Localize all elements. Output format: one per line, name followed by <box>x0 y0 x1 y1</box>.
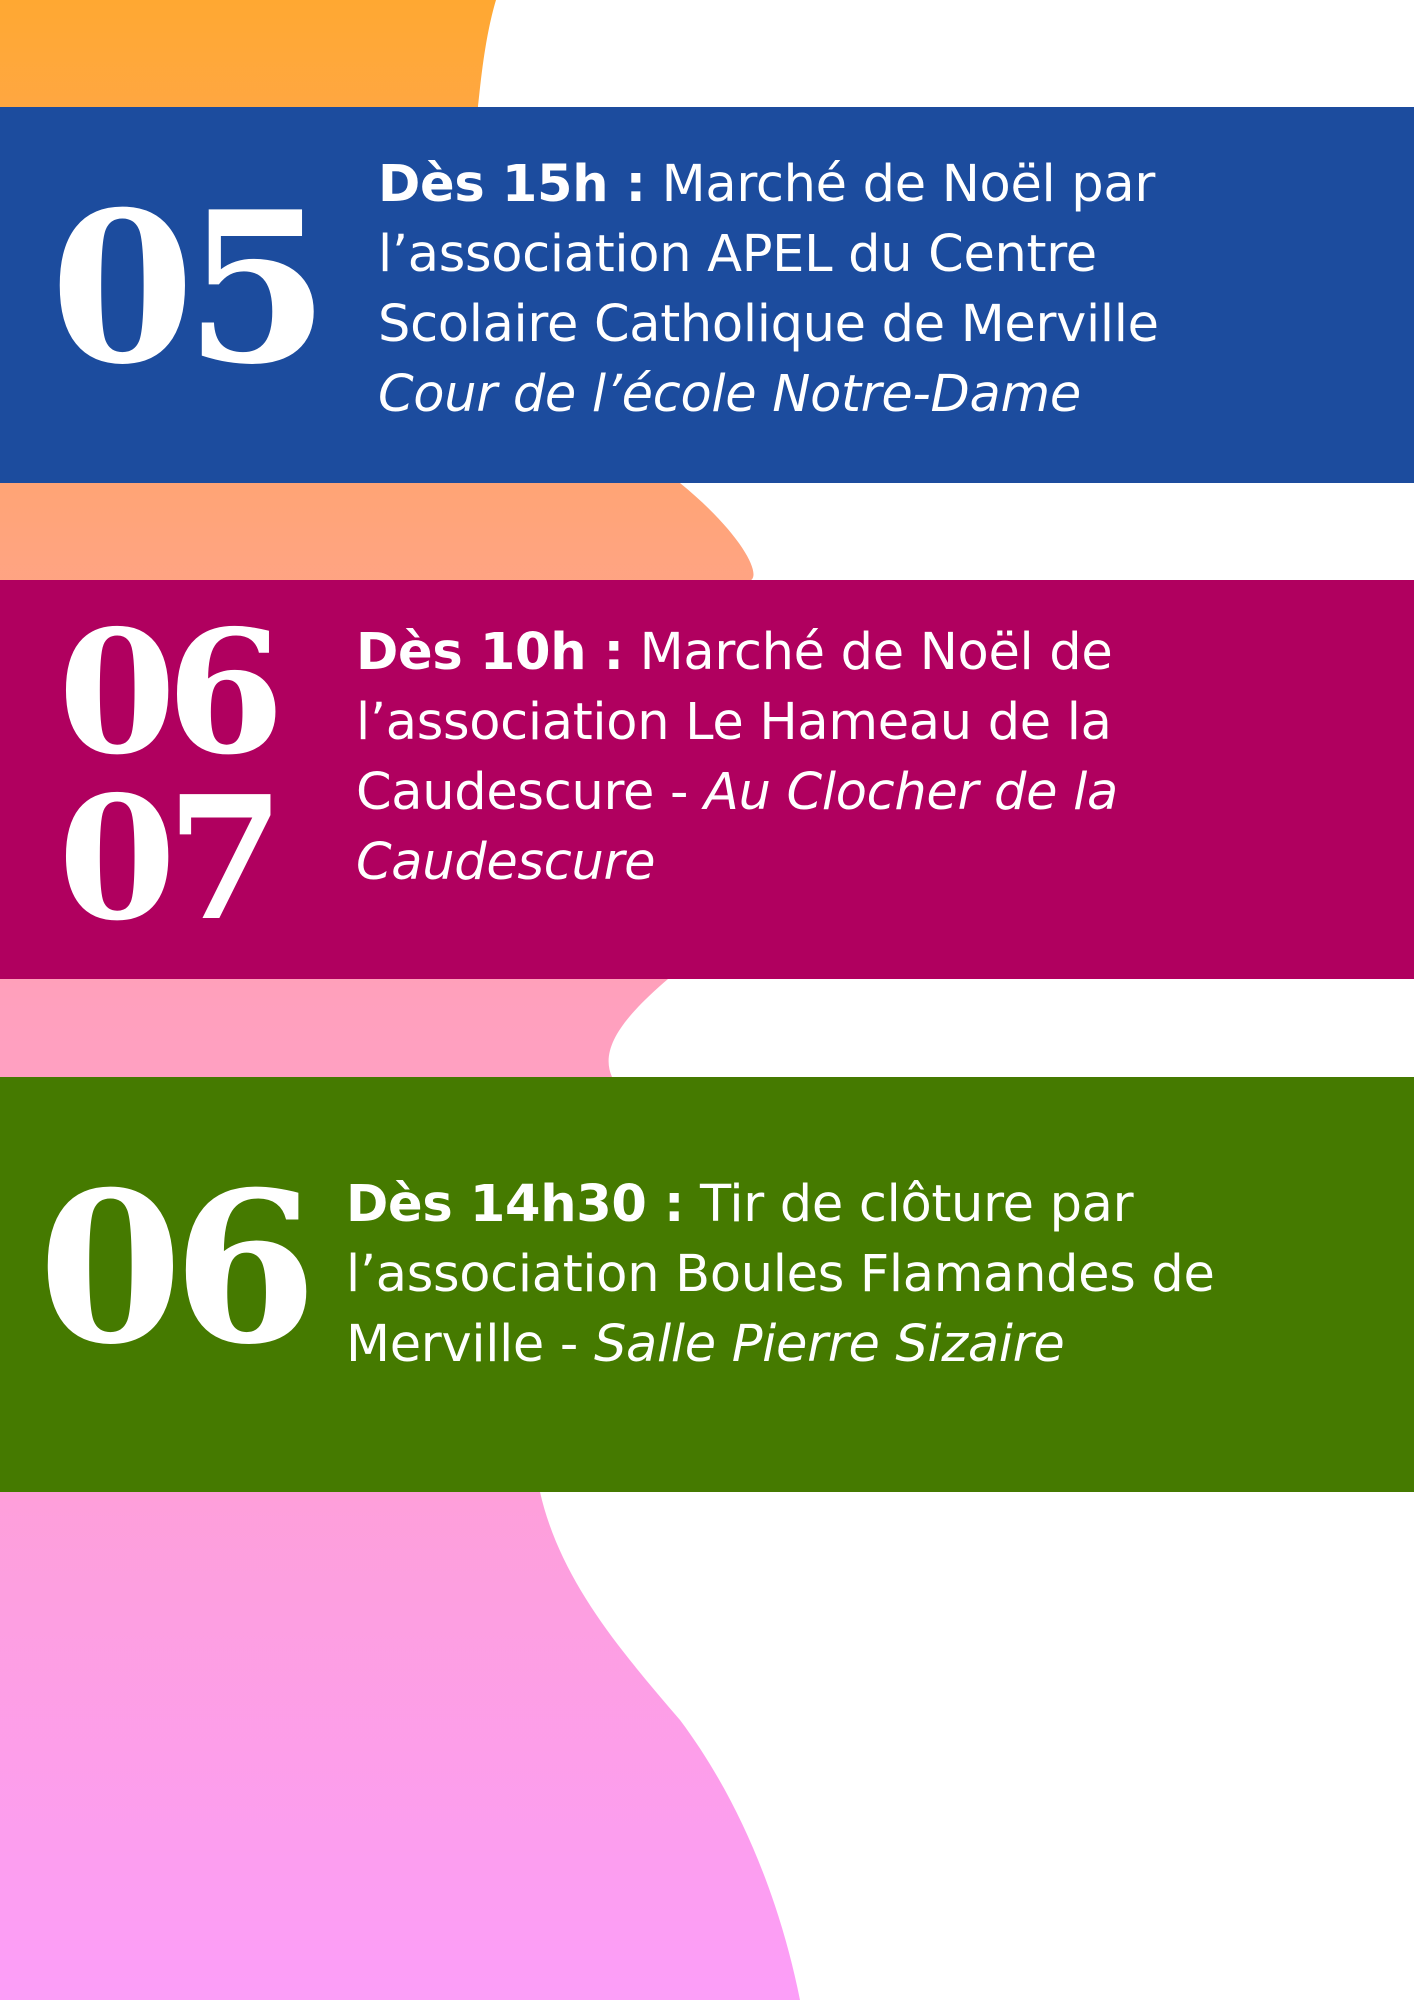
event-time: Dès 15h : <box>378 155 646 214</box>
event-description <box>378 150 1398 430</box>
event-description <box>346 1170 1396 1380</box>
event-description <box>356 618 1396 898</box>
event-date: 05 <box>50 167 320 411</box>
event-place: Salle Pierre Sizaire <box>593 1315 1065 1374</box>
event-text-line: Tir de clôture par <box>684 1175 1134 1234</box>
event-text-line: l’association Boules Flamandes de <box>346 1245 1215 1304</box>
event-text-line: Caudescure - <box>356 763 705 822</box>
event-date: 06 <box>38 1147 308 1391</box>
event-text-line: Marché de Noël de <box>623 623 1113 682</box>
event-time: Dès 14h30 : <box>346 1175 685 1234</box>
event-text-line: Merville - <box>346 1315 594 1374</box>
event-time: Dès 10h : <box>356 623 624 682</box>
event-text-line: Scolaire Catholique de Merville <box>378 295 1159 354</box>
event-place: Au Clocher de la <box>704 763 1118 822</box>
event-date-end: 07 <box>58 759 275 959</box>
event-text-line: l’association APEL du Centre <box>378 225 1097 284</box>
event-place: Caudescure <box>356 833 656 892</box>
event-band-1 <box>0 107 1414 483</box>
event-band-2 <box>0 580 1414 979</box>
event-text-line: l’association Le Hameau de la <box>356 693 1112 752</box>
event-place: Cour de l’école Notre-Dame <box>378 365 1081 424</box>
event-date-start: 06 <box>58 593 275 793</box>
event-text-line: Marché de Noël par <box>645 155 1155 214</box>
event-band-3 <box>0 1077 1414 1492</box>
